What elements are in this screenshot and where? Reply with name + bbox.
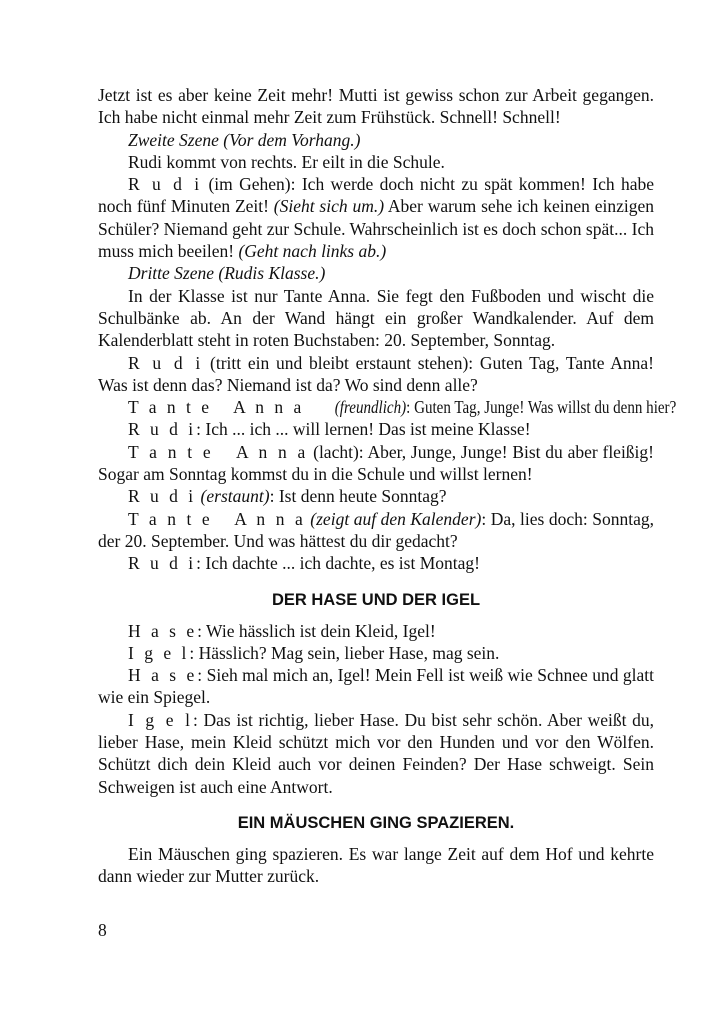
dialogue-text: : Sieh mal mich an, Igel! Mein Fell ist weiß wie Schnee und glatt wie ein Spiegel.: [98, 665, 654, 708]
speaker-name: R u d i: [128, 486, 197, 507]
speaker-name: R u d i: [128, 352, 204, 373]
dialogue-text: : Das ist richtig, lieber Hase. Du bist sehr schön. Aber weißt du, lieber Hase, mein Kleid schützt mich vor den Hunden und vor den Wölfen. Schützt dich dein Kleid auch vor deinen Feinden? Der Hase schweigt. Sein Schweigen ist auch eine Antwort.: [98, 709, 654, 797]
stage-note: (freundlich): [334, 397, 406, 418]
dialogue-line: [98, 664, 654, 709]
page-content: [98, 84, 676, 888]
section-heading: EIN MÄUSCHEN GING SPAZIEREN.: [237, 813, 515, 832]
speaker-name: I g e l: [128, 642, 190, 663]
speaker-name: H a s e: [128, 620, 198, 641]
dialogue-text: (im Gehen): Ich werde doch nicht zu spät kommen! Ich habe noch fünf Minuten Zeit!: [98, 174, 654, 217]
stage-note: (Sieht sich um.): [273, 196, 385, 217]
stage-note: (zeigt auf den Kalender): [310, 508, 482, 529]
dialogue-line: [98, 173, 654, 262]
stage-note: (Geht nach links ab.): [238, 241, 387, 262]
dialogue-text: : Ich dachte ... ich dachte, es ist Montag!: [196, 553, 480, 574]
speaker-name: T a n t e A n n a: [128, 441, 309, 462]
dialogue-line: [98, 352, 654, 397]
stage-direction: In der Klasse ist nur Tante Anna. Sie fegt den Fußboden und wischt die Schulbänke ab. An der Wand hängt ein großer Wandkalender. Auf dem Kalenderblatt steht in roten Buchstaben: 20. September, Sonntag.: [98, 285, 654, 351]
dialogue-line: [98, 441, 654, 486]
paragraph: Ein Mäuschen ging spazieren. Es war lange Zeit auf dem Hof und kehrte dann wieder zur Mutter zurück.: [98, 843, 654, 887]
page-number: 8: [98, 920, 107, 940]
stage-direction: Rudi kommt von rechts. Er eilt in die Schule.: [128, 151, 445, 172]
condensed-line: [309, 396, 676, 418]
dialogue-text: : Hässlich? Mag sein, lieber Hase, mag sein.: [189, 642, 500, 663]
scene-title: Dritte Szene (Rudis Klasse.): [128, 263, 326, 284]
dialogue-text: Aber warum sehe ich keinen einzigen Schüler? Niemand geht zur Schule. Wahrscheinlich ist es doch schon spät... Ich muss mich beeilen!: [98, 196, 654, 262]
dialogue-line: [98, 552, 654, 574]
dialogue-text: : Ist denn heute Sonntag?: [269, 486, 447, 507]
paragraph: Jetzt ist es aber keine Zeit mehr! Mutti ist gewiss schon zur Arbeit gegangen. Ich habe nicht einmal mehr Zeit zum Frühstück. Schnell! Schnell!: [98, 85, 654, 128]
dialogue-line: [98, 485, 654, 507]
dialogue-text: : Ich ... ich ... will lernen! Das ist meine Klasse!: [196, 419, 531, 440]
scene-title: Zweite Szene (Vor dem Vorhang.): [128, 129, 361, 150]
section-heading: DER HASE UND DER IGEL: [271, 590, 481, 609]
speaker-name: R u d i: [128, 553, 197, 574]
dialogue-text: (lacht): Aber, Junge, Junge! Bist du aber fleißig! Sogar am Sonntag kommst du in die Schule und willst lernen!: [98, 441, 654, 485]
speaker-name: T a n t e A n n a: [128, 508, 306, 529]
speaker-name: H a s e: [128, 665, 198, 686]
dialogue-line: [98, 508, 654, 553]
speaker-name: R u d i: [128, 174, 203, 195]
dialogue-line: [98, 709, 654, 798]
speaker-name: T a n t e A n n a: [128, 397, 305, 418]
dialogue-line: [98, 642, 654, 664]
speaker-name: R u d i: [128, 419, 197, 440]
dialogue-text: (tritt ein und bleibt erstaunt stehen): Guten Tag, Tante Anna! Was ist denn das? Niemand ist da? Wo sind denn alle?: [98, 352, 654, 395]
dialogue-line: [98, 620, 654, 642]
dialogue-text: : Guten Tag, Junge! Was willst du denn hier?: [405, 397, 676, 418]
stage-note: (erstaunt): [200, 486, 270, 507]
dialogue-text: : Wie hässlich ist dein Kleid, Igel!: [197, 620, 436, 641]
speaker-name: I g e l: [128, 709, 194, 730]
dialogue-text: : Da, lies doch: Sonntag, der 20. September. Und was hättest du dir gedacht?: [98, 508, 655, 551]
dialogue-line: [98, 396, 676, 418]
dialogue-line: [98, 418, 654, 440]
